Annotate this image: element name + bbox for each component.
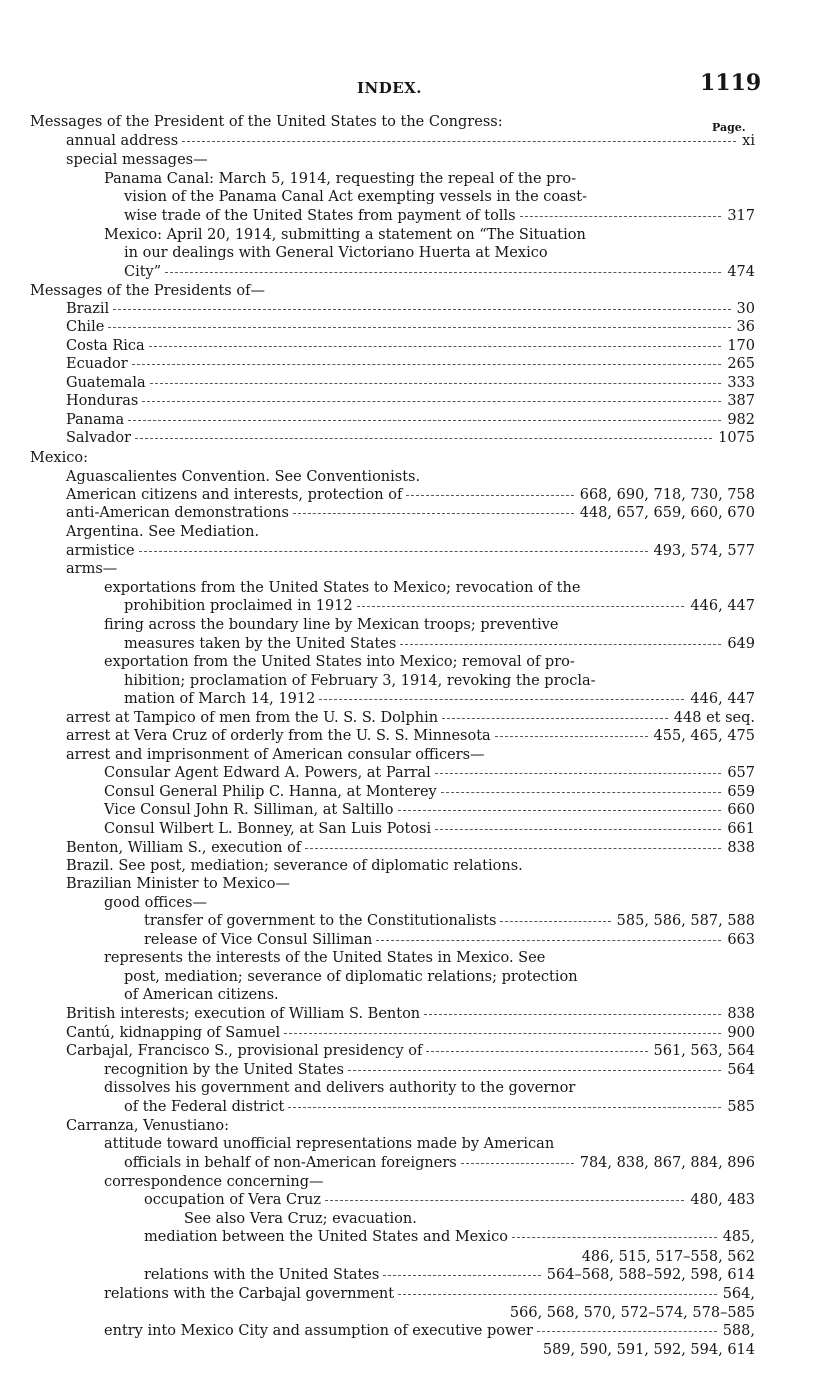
index-entry (104, 579, 580, 597)
index-entry (66, 709, 668, 727)
index-page-ref: 838 (727, 840, 755, 856)
index-entry (66, 468, 420, 486)
index-page-ref: 480, 483 (690, 1192, 755, 1208)
index-entry (66, 746, 485, 764)
index-entry-text: release of Vice Consul Silliman (144, 932, 373, 948)
index-entry-text: City” (124, 264, 162, 280)
index-page-ref: 900 (727, 1025, 755, 1041)
dot-leader (376, 940, 721, 941)
index-entry (66, 1117, 229, 1135)
index-page-ref: 387 (727, 393, 755, 409)
index-entry-text: attitude toward unofficial representations made by American (104, 1136, 555, 1152)
index-entry-text: exportation from the United States into Mexico; removal of pro- (104, 654, 575, 670)
index-entry (104, 894, 207, 912)
dot-leader (319, 699, 684, 700)
index-page-ref: 660 (727, 802, 755, 818)
index-entry-text: Carbajal, Francisco S., provisional presidency of (66, 1043, 423, 1059)
index-entry-text: Chile (66, 319, 105, 335)
index-entry-text: Mexico: April 20, 1914, submitting a statement on “The Situation (104, 227, 586, 243)
index-page-ref: 448, 657, 659, 660, 670 (579, 505, 755, 521)
dot-leader (500, 921, 610, 922)
index-entry-text: occupation of Vera Cruz (144, 1192, 321, 1208)
dot-leader (398, 1294, 717, 1295)
index-entry-text: British interests; execution of William S. Benton (66, 1006, 421, 1022)
index-entry-text: relations with the United States (144, 1267, 380, 1283)
dot-leader (305, 848, 721, 849)
index-entry-text: measures taken by the United States (124, 636, 397, 652)
index-entry-text: post, mediation; severance of diplomatic relations; protection (124, 969, 578, 985)
index-entry (66, 560, 117, 578)
index-page-ref: 564 (727, 1062, 755, 1078)
index-page-ref: 333 (727, 375, 755, 391)
index-entry-text: mediation between the United States and Mexico (144, 1229, 508, 1245)
running-header-title: INDEX. (357, 79, 423, 97)
index-entry-text: arrest at Vera Cruz of orderly from the U. S. S. Minnesota (66, 728, 491, 744)
index-page-ref: 36 (736, 319, 755, 335)
index-entry-text: Ecuador (66, 356, 128, 372)
index-entry (66, 727, 648, 745)
index-entry-text: anti-American demonstrations (66, 505, 289, 521)
index-entry (104, 1135, 554, 1153)
index-entry-text: See also Vera Cruz; evacuation. (184, 1211, 417, 1227)
index-entry-text: Guatemala (66, 375, 146, 391)
index-entry (124, 968, 578, 986)
index-entry-text: Messages of the Presidents of— (30, 283, 265, 299)
dot-leader (520, 216, 722, 217)
index-page-ref: 474 (727, 264, 755, 280)
index-entry (104, 170, 576, 188)
index-entry (124, 1154, 574, 1172)
index-page-ref: 589, 590, 591, 592, 594, 614 (542, 1342, 755, 1358)
index-entry-text: exportations from the United States to Mexico; revocation of the (104, 580, 581, 596)
index-entry-text: of American citizens. (124, 987, 279, 1003)
dot-leader (441, 792, 722, 793)
index-entry-text: armistice (66, 543, 135, 559)
index-entry-text: arrest and imprisonment of American consular officers— (66, 747, 485, 763)
index-entry (104, 949, 545, 967)
index-entry-text: in our dealings with General Victoriano Huerta at Mexico (124, 245, 548, 261)
index-entry (104, 1173, 324, 1191)
dot-leader (165, 272, 721, 273)
index-entry-text: Salvador (66, 430, 131, 446)
index-entry-text: dissolves his government and delivers authority to the governor (104, 1080, 576, 1096)
index-entry (66, 151, 208, 169)
index-entry-text: wise trade of the United States from payment of tolls (124, 208, 516, 224)
index-entry (124, 244, 548, 262)
dot-leader (348, 1070, 721, 1071)
dot-leader (426, 1051, 647, 1052)
index-entry (66, 857, 523, 875)
dot-leader (383, 1275, 540, 1276)
dot-leader (442, 718, 668, 719)
dot-leader (135, 438, 712, 439)
index-page-ref: 585, 586, 587, 588 (616, 913, 755, 929)
index-page-ref: 561, 563, 564 (653, 1043, 755, 1059)
index-entry-text: special messages— (66, 152, 208, 168)
index-page-ref: 317 (727, 208, 755, 224)
index-entry-text: Panama (66, 412, 125, 428)
index-entry (66, 542, 648, 560)
index-page-ref: 668, 690, 718, 730, 758 (579, 487, 755, 503)
index-page-ref: 566, 568, 570, 572–574, 578–585 (509, 1305, 755, 1321)
index-entry (66, 1005, 721, 1023)
index-entry (66, 875, 290, 893)
index-entry (124, 188, 587, 206)
index-entry-text: arms— (66, 561, 118, 577)
index-entry (104, 1322, 717, 1340)
index-entry (104, 1061, 721, 1079)
index-entry (144, 1228, 717, 1246)
index-entry (66, 300, 731, 318)
index-entry (144, 1191, 684, 1209)
index-entry-text: Vice Consul John R. Silliman, at Saltillo (104, 802, 394, 818)
index-entry (104, 783, 721, 801)
index-entry (66, 504, 574, 522)
index-entry-text: hibition; proclamation of February 3, 1914, revoking the procla- (124, 673, 596, 689)
index-entry (124, 672, 596, 690)
index-entry-text: Honduras (66, 393, 139, 409)
index-page-ref: 265 (727, 356, 755, 372)
index-entry-text: Mexico: (30, 450, 88, 466)
index-entry (144, 1266, 541, 1284)
index-page-ref: 588, (722, 1323, 755, 1339)
index-entry-text: Brazil (66, 301, 110, 317)
index-page-ref: 663 (727, 932, 755, 948)
index-page-ref: 657 (727, 765, 755, 781)
index-entry (66, 318, 731, 336)
index-entry-text: annual address (66, 133, 179, 149)
dot-leader (108, 327, 730, 328)
index-entry-text: vision of the Panama Canal Act exempting vessels in the coast- (124, 189, 587, 205)
index-page-ref: 448 et seq. (673, 710, 755, 726)
index-entry (66, 392, 721, 410)
index-entry (124, 635, 721, 653)
dot-leader (142, 401, 721, 402)
index-entry (104, 653, 575, 671)
index-entry (30, 282, 265, 300)
index-entry (104, 764, 721, 782)
index-entry (124, 597, 684, 615)
index-entry (66, 411, 721, 429)
index-entry-text: transfer of government to the Constitutionalists (144, 913, 497, 929)
index-entry (124, 263, 721, 281)
dot-leader (132, 364, 722, 365)
index-entry (30, 113, 503, 131)
dot-leader (150, 383, 722, 384)
index-entry-text: Consul Wilbert L. Bonney, at San Luis Potosi (104, 821, 432, 837)
index-entry-text: officials in behalf of non-American foreigners (124, 1155, 457, 1171)
index-entry (104, 820, 721, 838)
index-entry-text: American citizens and interests, protection of (66, 487, 403, 503)
index-entry (104, 616, 559, 634)
index-page-ref: 564–568, 588–592, 598, 614 (546, 1267, 755, 1283)
dot-leader (284, 1033, 721, 1034)
dot-leader (149, 346, 722, 347)
index-entry-text: Costa Rica (66, 338, 145, 354)
index-entry (66, 839, 721, 857)
index-entry (124, 1098, 721, 1116)
index-page-ref: 784, 838, 867, 884, 896 (579, 1155, 755, 1171)
index-entry-text: relations with the Carbajal government (104, 1286, 395, 1302)
index-entry-text: Consular Agent Edward A. Powers, at Parral (104, 765, 431, 781)
index-entry-text: Cantú, kidnapping of Samuel (66, 1025, 281, 1041)
index-entry (104, 1285, 717, 1303)
index-entry-text: arrest at Tampico of men from the U. S. S. Dolphin (66, 710, 439, 726)
dot-leader (139, 551, 648, 552)
dot-leader (435, 829, 721, 830)
index-entry (66, 374, 721, 392)
index-entry-text: firing across the boundary line by Mexican troops; preventive (104, 617, 559, 633)
index-entry-text: mation of March 14, 1912 (124, 691, 316, 707)
dot-leader (495, 736, 648, 737)
index-entry (66, 486, 574, 504)
index-entry (124, 986, 279, 1004)
index-entry (66, 1024, 721, 1042)
index-page-ref: 455, 465, 475 (653, 728, 755, 744)
index-entry (66, 355, 721, 373)
index-page-ref: 486, 515, 517–558, 562 (581, 1249, 755, 1265)
dot-leader (325, 1200, 684, 1201)
index-entry-text: Messages of the President of the United States to the Congress: (30, 114, 503, 130)
dot-leader (424, 1014, 721, 1015)
index-page-ref: 446, 447 (690, 598, 755, 614)
index-entry (144, 931, 721, 949)
index-entry-text: Benton, William S., execution of (66, 840, 302, 856)
dot-leader (293, 513, 574, 514)
index-entry (66, 337, 721, 355)
dot-leader (182, 141, 736, 142)
index-entry (104, 801, 721, 819)
index-entry (124, 690, 684, 708)
index-page-ref: 485, (722, 1229, 755, 1245)
index-page-ref: 659 (727, 784, 755, 800)
index-page-ref: 30 (736, 301, 755, 317)
index-entry (66, 132, 736, 150)
index-entry-text: Consul General Philip C. Hanna, at Monterey (104, 784, 437, 800)
index-entry-text: Panama Canal: March 5, 1914, requesting the repeal of the pro- (104, 171, 577, 187)
dot-leader (288, 1107, 721, 1108)
index-entry-text: Carranza, Venustiano: (66, 1118, 229, 1134)
dot-leader (537, 1331, 717, 1332)
index-entry-text: good offices— (104, 895, 207, 911)
index-entry-text: of the Federal district (124, 1099, 285, 1115)
index-entry-text: Brazilian Minister to Mexico— (66, 876, 290, 892)
index-entry-text: correspondence concerning— (104, 1174, 324, 1190)
index-entry-text: Brazil. See post, mediation; severance of diplomatic relations. (66, 858, 523, 874)
index-page-ref: 564, (722, 1286, 755, 1302)
index-page-ref: xi (742, 133, 755, 149)
dot-leader (128, 420, 721, 421)
index-entry (66, 523, 259, 541)
index-page-ref: 170 (727, 338, 755, 354)
index-entry (144, 912, 611, 930)
dot-leader (435, 773, 722, 774)
index-entry-text: entry into Mexico City and assumption of executive power (104, 1323, 533, 1339)
index-entry-text: represents the interests of the United States in Mexico. See (104, 950, 546, 966)
index-page-ref: 585 (727, 1099, 755, 1115)
index-page-ref: 661 (727, 821, 755, 837)
dot-leader (512, 1237, 717, 1238)
dot-leader (357, 606, 685, 607)
index-page-ref: 982 (727, 412, 755, 428)
index-entry-text: Argentina. See Mediation. (66, 524, 260, 540)
index-page-ref: 838 (727, 1006, 755, 1022)
dot-leader (398, 810, 722, 811)
index-entry (184, 1210, 417, 1228)
page-column-label: Page. (712, 121, 746, 134)
index-page-ref: 446, 447 (690, 691, 755, 707)
dot-leader (400, 644, 721, 645)
index-entry-text: prohibition proclaimed in 1912 (124, 598, 353, 614)
index-page-ref: 1075 (718, 430, 755, 446)
dot-leader (461, 1163, 574, 1164)
index-entry (104, 1079, 575, 1097)
index-entry (30, 449, 88, 467)
index-entry (104, 226, 586, 244)
dot-leader (406, 495, 573, 496)
index-entry (66, 429, 712, 447)
dot-leader (113, 309, 730, 310)
index-entry-text: recognition by the United States (104, 1062, 344, 1078)
page-number: 1119 (700, 70, 762, 96)
index-entry (66, 1042, 648, 1060)
index-page-ref: 649 (727, 636, 755, 652)
index-entry-text: Aguascalientes Convention. See Conventionists. (66, 469, 421, 485)
index-entry (124, 207, 721, 225)
index-page-ref: 493, 574, 577 (653, 543, 755, 559)
